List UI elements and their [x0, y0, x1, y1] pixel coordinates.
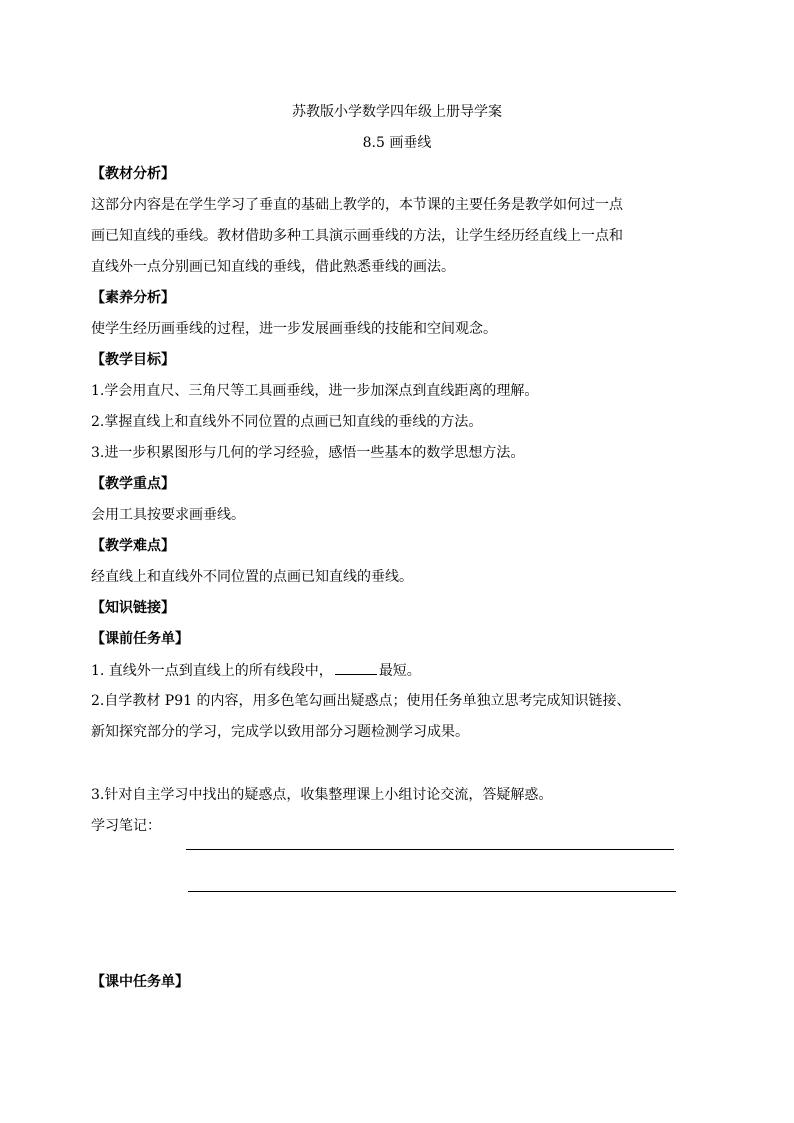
document-title: 苏教版小学数学四年级上册导学案: [292, 104, 502, 120]
task-1-text-after: 最短。: [378, 663, 421, 679]
heading-pre-class-tasks: 【课前任务单】: [91, 631, 189, 647]
lesson-subtitle: 8.5 画垂线: [362, 135, 432, 151]
pre-class-task-1: [91, 660, 421, 681]
heading-literacy-analysis: 【素养分析】: [91, 290, 175, 306]
textbook-analysis-line-3: 直线外一点分别画已知直线的垂线，借此熟悉垂线的画法。: [91, 259, 455, 275]
pre-class-task-2-line-1: 2.自学教材 P91 的内容，用多色笔勾画出疑惑点；使用任务单独立思考完成知识链接、: [91, 693, 631, 709]
difficult-points-line-1: 经直线上和直线外不同位置的点画已知直线的垂线。: [91, 569, 413, 585]
notes-writing-line-2[interactable]: [188, 891, 676, 892]
heading-teaching-goals: 【教学目标】: [91, 352, 175, 368]
heading-knowledge-link: 【知识链接】: [91, 600, 175, 616]
literacy-analysis-line-1: 使学生经历画垂线的过程，进一步发展画垂线的技能和空间观念。: [91, 321, 497, 337]
heading-difficult-points: 【教学难点】: [91, 538, 175, 554]
fill-in-blank[interactable]: [335, 660, 377, 675]
notes-writing-line-1[interactable]: [186, 849, 674, 850]
textbook-analysis-line-2: 画已知直线的垂线。教材借助多种工具演示画垂线的方法，让学生经历经直线上一点和: [91, 228, 623, 244]
heading-key-points: 【教学重点】: [91, 476, 175, 492]
key-points-line-1: 会用工具按要求画垂线。: [91, 507, 245, 523]
pre-class-task-2-line-2: 新知探究部分的学习，完成学以致用部分习题检测学习成果。: [91, 724, 469, 740]
teaching-goal-2: 2.掌握直线上和直线外不同位置的点画已知直线的垂线的方法。: [91, 414, 483, 430]
task-1-text-before: 1. 直线外一点到直线上的所有线段中，: [91, 663, 333, 679]
textbook-analysis-line-1: 这部分内容是在学生学习了垂直的基础上教学的，本节课的主要任务是教学如何过一点: [91, 197, 623, 213]
heading-in-class-tasks: 【课中任务单】: [91, 974, 189, 990]
teaching-goal-3: 3.进一步积累图形与几何的学习经验，感悟一些基本的数学思想方法。: [91, 445, 525, 461]
heading-textbook-analysis: 【教材分析】: [91, 166, 175, 182]
pre-class-task-3: 3.针对自主学习中找出的疑惑点，收集整理课上小组讨论交流，答疑解惑。: [91, 787, 553, 803]
study-notes-label: 学习笔记：: [91, 818, 161, 834]
teaching-goal-1: 1.学会用直尺、三角尺等工具画垂线，进一步加深点到直线距离的理解。: [91, 383, 539, 399]
